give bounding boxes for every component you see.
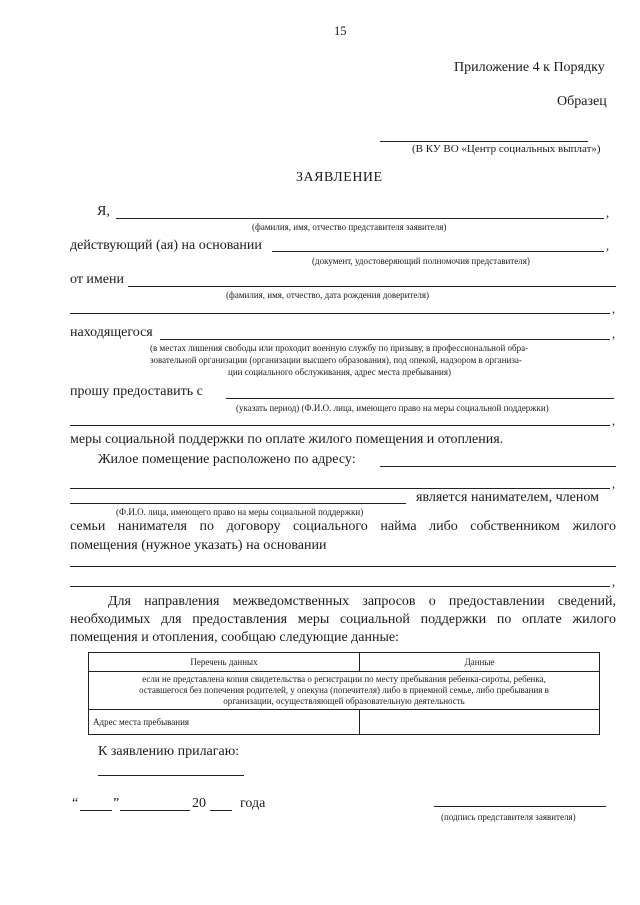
- housing-address-field-continued[interactable]: [70, 488, 610, 489]
- period-field[interactable]: [226, 398, 614, 399]
- comma: ,: [606, 239, 610, 253]
- on-behalf-label: от имени: [70, 272, 124, 287]
- representative-name-field[interactable]: [116, 218, 604, 219]
- paragraph-line-2: необходимых для предоставления меры социальной поддержки по оплате жилого: [70, 612, 616, 627]
- premises-line: помещения (нужное указать) на основании: [70, 538, 327, 553]
- recipient-caption: (В КУ ВО «Центр социальных выплат»): [412, 143, 601, 155]
- family-line: семьи нанимателя по договору социального найма либо собственником жилого: [70, 519, 616, 534]
- attachments-label: К заявлению прилагаю:: [98, 744, 240, 759]
- table-header-data: Данные: [360, 653, 600, 672]
- is-tenant-text: является нанимателем, членом: [416, 490, 599, 505]
- data-table: [88, 652, 600, 735]
- table-row-label: Адрес места пребывания: [89, 710, 360, 735]
- recipient-line[interactable]: [380, 141, 588, 142]
- document-title: ЗАЯВЛЕНИЕ: [296, 170, 383, 185]
- location-field[interactable]: [160, 339, 610, 340]
- table-note-line-2: оставшегося без попечения родителей, у опекуна (попечителя) либо в приемной семье, либо пребывания в: [139, 685, 549, 695]
- location-caption-line-1: (в местах лишения свободы или проходит военную службу по призыву, в профессиональной обра-: [150, 343, 529, 353]
- acting-label: действующий (ая) на основании: [70, 238, 262, 253]
- principal-caption: (фамилия, имя, отчество, дата рождения доверителя): [226, 290, 429, 300]
- authority-document-caption: (документ, удостоверяющий полномочия представителя): [312, 256, 530, 266]
- date-year-field[interactable]: [210, 810, 232, 811]
- request-label: прошу предоставить с: [70, 384, 203, 399]
- basis-field-2[interactable]: [70, 586, 610, 587]
- paragraph-line-1: Для направления межведомственных запросов о предоставлении сведений,: [108, 594, 616, 609]
- location-caption-line-3: ции социального обслуживания, адрес места пребывания): [228, 367, 451, 377]
- measures-text: меры социальной поддержки по оплате жилого помещения и отопления.: [70, 432, 504, 447]
- person-name-caption: (Ф.И.О. лица, имеющего право на меры социальной поддержки): [116, 507, 364, 517]
- comma: ,: [612, 575, 616, 589]
- housing-address-field[interactable]: [380, 466, 616, 467]
- table-note: [89, 672, 600, 710]
- date-year-suffix: года: [240, 796, 266, 811]
- stay-address-value-cell[interactable]: [360, 710, 600, 735]
- page-number: 15: [334, 24, 347, 38]
- table-note-line-1: если не представлена копия свидетельства о регистрации по месту пребывания ребенка-сироты, ребенка,: [142, 674, 546, 684]
- authority-document-field[interactable]: [272, 251, 604, 252]
- date-close-quote: ”: [113, 796, 120, 811]
- signature-field[interactable]: [434, 806, 606, 807]
- appendix-reference: Приложение 4 к Порядку: [454, 60, 605, 75]
- comma: ,: [612, 302, 616, 316]
- located-label: находящегося: [70, 325, 153, 340]
- table-note-line-3: организации, осуществляющей образовательную деятельность: [223, 696, 465, 706]
- paragraph-line-3: помещения и отопления, сообщаю следующие данные:: [70, 630, 399, 645]
- date-month-field[interactable]: [120, 810, 190, 811]
- person-name-field[interactable]: [70, 503, 406, 504]
- housing-address-label: Жилое помещение расположено по адресу:: [98, 452, 356, 467]
- attachments-field[interactable]: [98, 775, 244, 776]
- signature-caption: (подпись представителя заявителя): [441, 812, 576, 822]
- period-caption: (указать период) (Ф.И.О. лица, имеющего право на меры социальной поддержки): [236, 403, 549, 413]
- principal-field-continued[interactable]: [70, 313, 610, 314]
- date-day-field[interactable]: [80, 810, 112, 811]
- i-label: Я,: [97, 204, 110, 219]
- beneficiary-field[interactable]: [70, 425, 610, 426]
- comma: ,: [612, 477, 616, 491]
- location-caption-line-2: зовательной организации (организации высшего образования), под опекой, надзором в организа-: [150, 355, 522, 365]
- representative-name-caption: (фамилия, имя, отчество представителя заявителя): [252, 222, 447, 232]
- principal-field[interactable]: [128, 286, 616, 287]
- basis-field-1[interactable]: [70, 566, 616, 567]
- comma: ,: [612, 414, 616, 428]
- sample-label: Образец: [557, 94, 607, 109]
- date-open-quote: “: [72, 796, 79, 811]
- comma: ,: [606, 206, 610, 220]
- table-header-list: Перечень данных: [89, 653, 360, 672]
- date-year-prefix: 20: [192, 796, 206, 811]
- comma: ,: [612, 327, 616, 341]
